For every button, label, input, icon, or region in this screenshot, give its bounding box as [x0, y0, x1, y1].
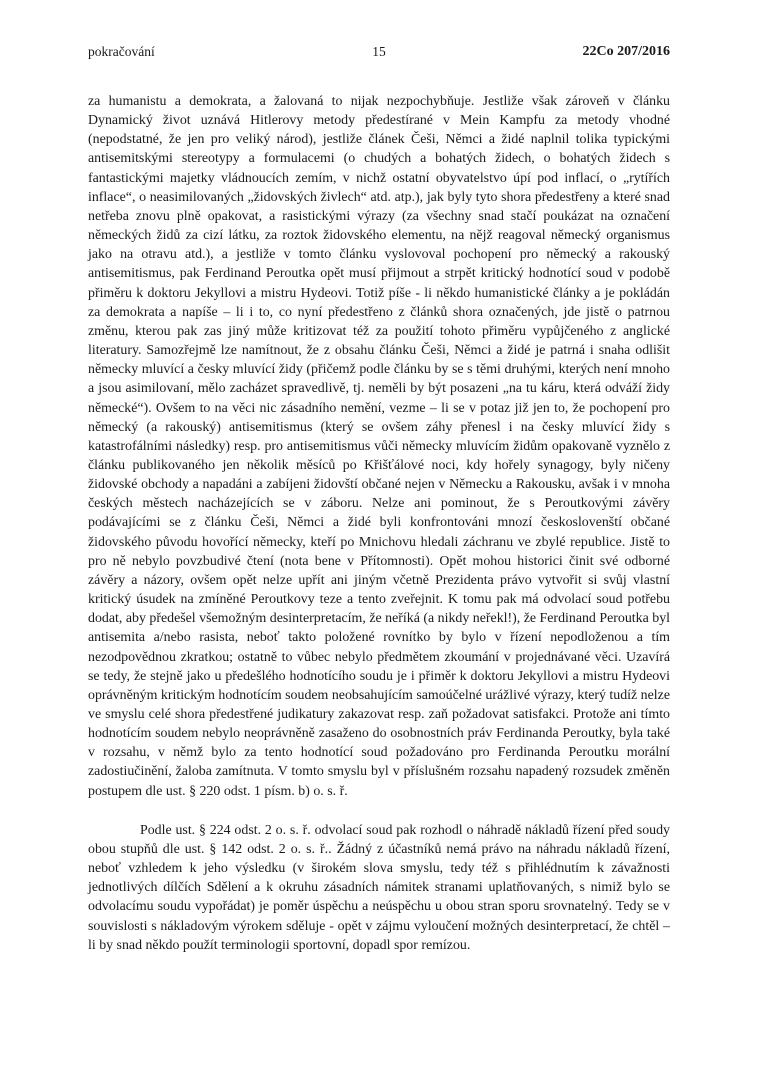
- paragraph-1: za humanistu a demokrata, a žalovaná to nijak nezpochybňuje. Jestliže však zároveň v článku Dynamický život uznává Hitlerovy metody předestírané v Mein Kampfu za metody vhodné (nepodstatné, že jen pro veliký národ), jestliže článek Češi, Němci a židé naplnil tolika typickými antisemitskými stereotypy a formulacemi (o chudých a bohatých židech, o bohatých židech s fantastickými majetky vládnoucích zemím, v nichž ostatní obyvatelstvo úpí pod inflací, o „rytířích inflace“, o neasimilovaných „židovských živlech“ atd. atp.), jak byly tyto shora předestřeny a které snad netřeba znovu plně opakovat, a rasistickými výrazy (za všechny snad stačí poukázat na označení německých židů za cizí látku, za roztok židovského elementu, na nějž reagoval německý organismus jako na otravu atd.), a jestliže v tomto článku vyslovoval pochopení pro německý a rakouský antisemitismus, pak Ferdinand Peroutka opět musí přijmout a strpět kritický hodnotící soud v podobě přiměru k doktoru Jekyllovi a mistru Hydeovi. Totiž píše - li někdo humanistické články a je pokládán za demokrata a napíše – li i to, co nyní předestřeno z článků shora označených, jde jistě o patrnou změnu, kterou pak zas jiný může kritizovat též za použití tohoto přiměru vypůjčeného z anglické literatury. Samozřejmě lze namítnout, že z obsahu článku Češi, Němci a židé je patrná i snaha odlišit německy mluvící a česky mluvící židy (přičemž podle článku by se s těmi druhými, kterých není mnoho a jsou asimilovaní, mělo zacházet spravedlivě, tj. neměli by být posazeni „na tu káru, která odváží židy německé“). Ovšem to na věci nic zásadního nemění, vezme – li se v potaz již jen to, že pochopení pro německý (a rakouský) antisemitismus (který se ovšem záhy přenesl i na česky mluvící židy s katastrofálními následky) resp. pro antisemitismus vůči německy mluvícím židům opakovaně vyznělo z článku publikovaného jen několik měsíců po Křišťálové noci, kdy hořely synagogy, byly ničeny židovské obchody a napadáni a zabíjeni židovští občané nejen v Německu a Rakousku, avšak i v mnoha českých městech nacházejících se v záboru. Nelze ani pominout, že s Peroutkovými závěry podávajícími se z článku Češi, Němci a židé byli konfrontováni mnozí českoslovenští občané židovského původu hovořící německy, kteří po Mnichovu hledali záchranu ve zbylé republice. Jistě to pro ně nebylo povzbudivé čtení (nota bene v Přítomnosti). Opět mohou historici činit své odborné závěry a názory, ovšem opět nelze upřít ani jiným včetně Prezidenta právo vytvořit si svůj vlastní kritický úsudek na zmíněné Peroutkovy teze a tento zveřejnit. K tomu pak má odvolací soud potřebu dodat, aby předešel všemožným desinterpretacím, že neříká (a nikdy neřekl!), že Ferdinand Peroutka byl antisemita a/nebo rasista, neboť takto položené rovnítko by bylo v řízení nepodloženou a tím nezodpovědnou zkratkou; ostatně to vůbec nebylo předmětem zkoumání v projednávané věci. Uzavírá se tedy, že stejně jako u předešlého hodnotícího soudu je i přiměr k doktoru Jekyllovi a mistru Hydeovi oprávněným kritickým hodnotícím soudem neobsahujícím samoúčelné urážlivé výrazy, který tudíž nelze ve smyslu celé shora předestřené judikatury zakazovat resp. zaň požadovat satisfakci. Protože ani tímto hodnotícím soudem nebylo neoprávněně zasaženo do osobnostních práv Ferdinanda Peroutky, byla také v rozsahu, v němž bylo za tento hodnotící soud požadováno pro Ferdinanda Peroutku morální zadostiučinění, žaloba zamítnuta. V tomto smyslu byl v příslušném rozsahu napadený rozsudek změněn postupem dle ust. § 220 odst. 1 písm. b) o. s. ř.: [88, 94, 670, 799]
- document-body: [88, 92, 670, 955]
- continuation-label: pokračování: [88, 44, 155, 59]
- page-header: [88, 44, 670, 64]
- page-number: 15: [372, 44, 386, 59]
- case-number: 22Co 207/2016: [582, 44, 670, 59]
- paragraph-2: Podle ust. § 224 odst. 2 o. s. ř. odvolací soud pak rozhodl o náhradě nákladů řízení před soudy obou stupňů dle ust. § 142 odst. 2 o. s. ř.. Žádný z účastníků nemá právo na náhradu nákladů řízení, neboť vzhledem k jeho výsledku (v širokém slova smyslu, tedy též s přihlédnutím k závažnosti jednotlivých dílčích Sdělení a k okruhu zásadních námitek stranami uplatňovaných, s nimiž bylo se odvolacímu soudu vypořádat) je poměr úspěchu a neúspěchu u obou stran sporu srovnatelný. Tedy se v souvislosti s nákladovým výrokem sděluje - opět v zájmu vyloučení možných desinterpretací, že chtěl – li by snad někdo použít terminologii sportovní, dopadl spor remízou.: [88, 822, 670, 953]
